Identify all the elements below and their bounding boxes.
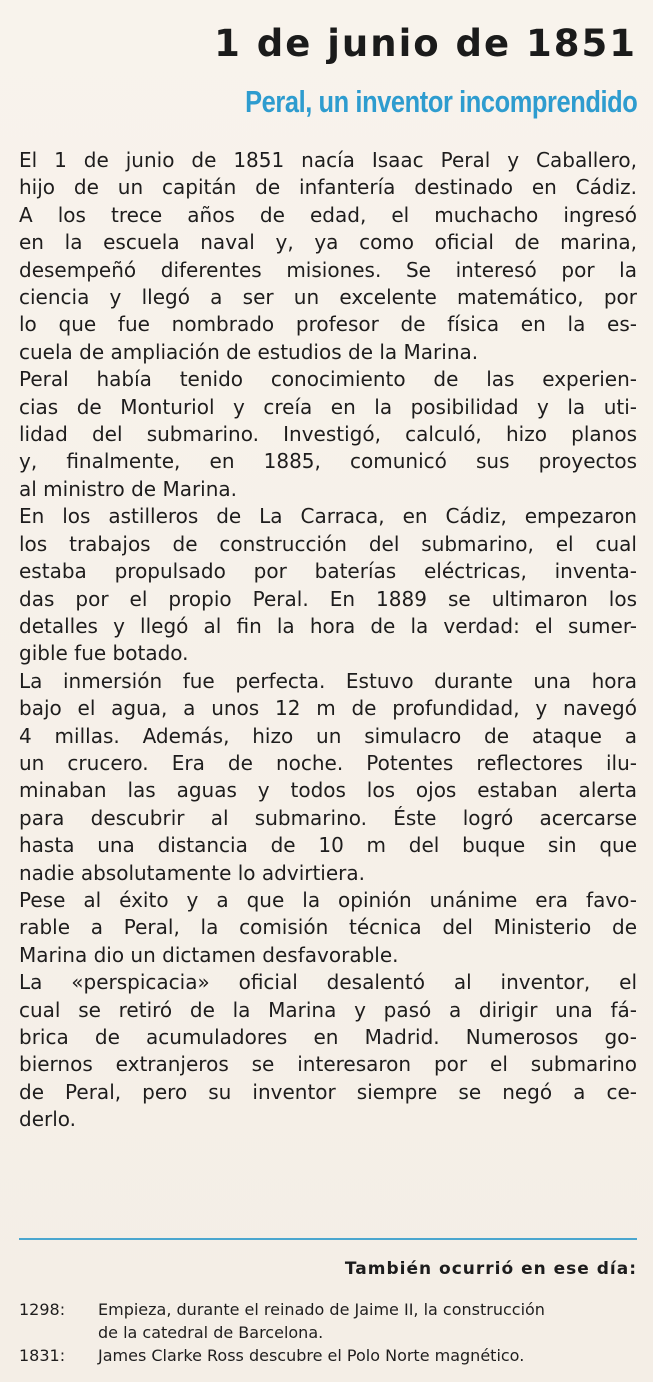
article-line: desempeñó diferentes misiones. Se interesó por la xyxy=(19,257,637,282)
article-line: bajo el agua, a unos 12 m de profundidad, y navegó xyxy=(19,696,637,721)
also-happened-heading: También ocurrió en ese día: xyxy=(344,1259,637,1279)
section-divider xyxy=(19,1238,637,1240)
article-line: detalles y llegó al fin la hora de la verdad: el sumer- xyxy=(19,613,637,638)
article-line: derlo. xyxy=(19,1107,77,1132)
article-line: cias de Monturiol y creía en la posibilidad y la uti- xyxy=(19,394,637,419)
article-line: El 1 de junio de 1851 nacía Isaac Peral y Caballero, xyxy=(19,148,637,172)
article-line: rable a Peral, la comisión técnica del Ministerio de xyxy=(19,915,637,940)
article-line: lo que fue nombrado profesor de física en la es- xyxy=(19,312,637,337)
article-line: al ministro de Marina. xyxy=(19,476,238,501)
article-subtitle: Peral, un inventor incomprendido xyxy=(244,84,637,119)
article-line: los trabajos de construcción del submarino, el cual xyxy=(19,531,637,556)
article-line: gible fue botado. xyxy=(19,641,189,666)
article-line: brica de acumuladores en Madrid. Numerosos go- xyxy=(19,1025,637,1049)
event-description xyxy=(98,1298,639,1344)
events-list xyxy=(19,1298,639,1367)
article-line: A los trece años de edad, el muchacho ingresó xyxy=(19,202,637,227)
list-item xyxy=(19,1344,639,1367)
article-line: Peral había tenido conocimiento de las experien- xyxy=(19,367,637,392)
article-line: para descubrir al submarino. Éste logró acercarse xyxy=(19,805,637,830)
article-line: de Peral, pero su inventor siempre se negó a ce- xyxy=(19,1079,637,1104)
event-year: 1298: xyxy=(19,1300,66,1319)
article-body xyxy=(19,147,637,1134)
article-line: nadie absolutamente lo advirtiera. xyxy=(19,860,366,885)
article-line: 4 millas. Además, hizo un simulacro de ataque a xyxy=(19,723,637,748)
event-line: James Clarke Ross descubre el Polo Norte magnético. xyxy=(98,1346,525,1365)
article-line: y, finalmente, en 1885, comunicó sus proyectos xyxy=(19,449,637,474)
article-line: hasta una distancia de 10 m del buque sin que xyxy=(19,833,637,858)
article-line: La inmersión fue perfecta. Estuvo durante una hora xyxy=(19,668,637,693)
article-line: das por el propio Peral. En 1889 se ultimaron los xyxy=(19,586,637,611)
article-line: La «perspicacia» oficial desalentó al inventor, el xyxy=(19,970,637,995)
article-line: hijo de un capitán de infantería destinado en Cádiz. xyxy=(19,175,637,200)
event-line: de la catedral de Barcelona. xyxy=(98,1323,324,1342)
article-line: minaban las aguas y todos los ojos estaban alerta xyxy=(19,778,637,803)
article-line: en la escuela naval y, ya como oficial de marina, xyxy=(19,230,637,255)
article-line: cual se retiró de la Marina y pasó a dirigir una fá- xyxy=(19,997,637,1022)
event-line: Empieza, durante el reinado de Jaime II, la construcción xyxy=(98,1300,545,1319)
article-line: Marina dio un dictamen desfavorable. xyxy=(19,942,399,967)
article-line: Pese al éxito y a que la opinión unánime era favo- xyxy=(19,887,637,912)
list-item xyxy=(19,1298,639,1344)
event-description xyxy=(98,1344,639,1367)
article-line: En los astilleros de La Carraca, en Cádiz, empezaron xyxy=(19,504,637,529)
article-line: lidad del submarino. Investigó, calculó, hizo planos xyxy=(19,422,637,447)
page-title: 1 de junio de 1851 xyxy=(214,22,637,65)
article-line: estaba propulsado por baterías eléctricas, inventa- xyxy=(19,559,637,584)
article-line: un crucero. Era de noche. Potentes reflectores ilu- xyxy=(19,750,637,775)
article-line: cuela de ampliación de estudios de la Marina. xyxy=(19,339,479,364)
event-year: 1831: xyxy=(19,1346,66,1365)
article-line: ciencia y llegó a ser un excelente matemático, por xyxy=(19,285,637,310)
article-line: biernos extranjeros se interesaron por el submarino xyxy=(19,1052,637,1077)
